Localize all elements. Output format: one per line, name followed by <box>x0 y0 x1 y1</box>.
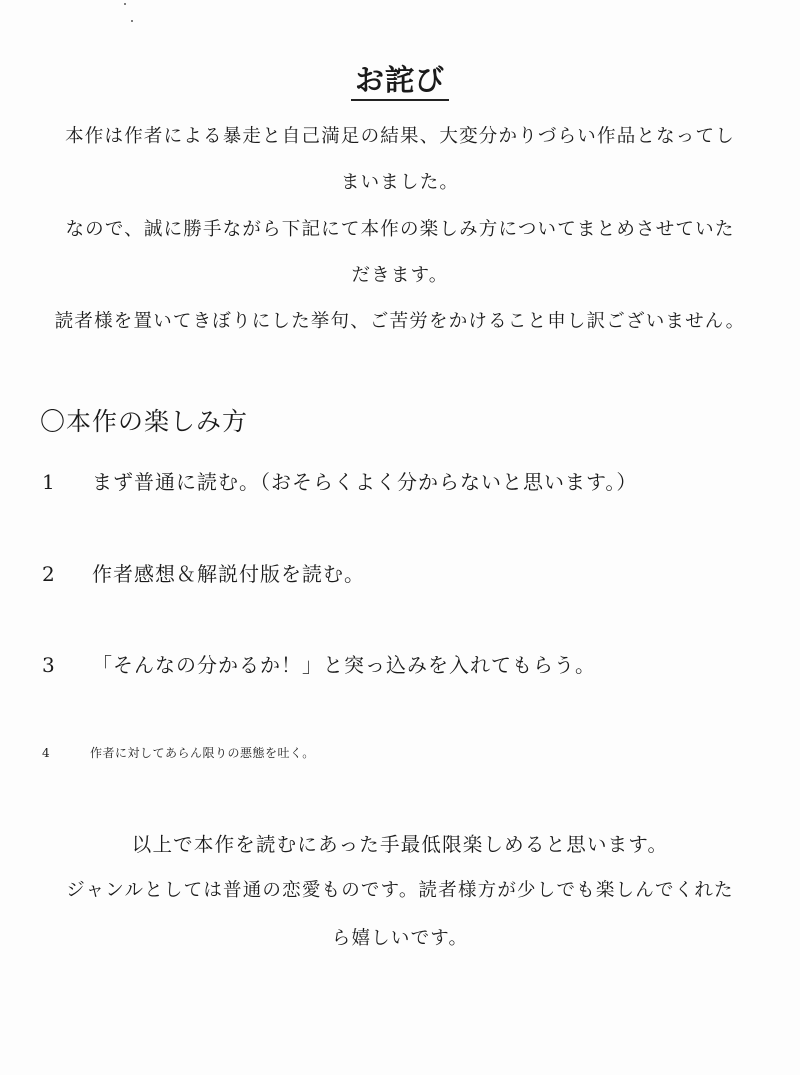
list-item-number: 4 <box>42 746 51 760</box>
intro-line: だきます。 <box>351 265 449 286</box>
section-heading: 〇本作の楽しみ方 <box>40 407 249 436</box>
page-title <box>0 58 800 99</box>
list-item <box>42 558 365 587</box>
intro-line: 読者様を置いてきぼりにした挙句、ご苦労をかけること申し訳ございません。 <box>54 311 746 332</box>
page-title-text: お詫び <box>351 63 449 101</box>
list-item-number: 3 <box>42 653 56 677</box>
list-item-text: 作者感想＆解説付版を読む。 <box>92 562 365 586</box>
intro-line: 本作は作者による暴走と自己満足の結果、大変分かりづらい作品となってし <box>65 126 735 147</box>
list-item-number: 2 <box>42 562 56 586</box>
scan-speck <box>124 3 126 5</box>
list-item <box>42 649 596 678</box>
intro-line: まいました。 <box>340 172 460 193</box>
list-item-number: 1 <box>42 470 56 494</box>
list-item-text: 作者に対してあらん限りの悪態を吐く。 <box>90 746 315 760</box>
closing-line: ジャンルとしては普通の恋愛ものです。読者様方が少しでも楽しんでくれた <box>66 880 734 901</box>
list-item <box>42 744 315 761</box>
closing-line: ら嬉しいです。 <box>331 928 469 949</box>
list-item <box>42 466 637 495</box>
scan-speck <box>131 20 133 22</box>
intro-line: なので、誠に勝手ながら下記にて本作の楽しみ方についてまとめさせていた <box>65 219 735 240</box>
list-item-text: まず普通に読む。（おそらくよく分からないと思います。） <box>92 470 638 494</box>
list-item-text: 「そんなの分かるか！」と突っ込みを入れてもらう。 <box>92 653 596 677</box>
closing-line: 以上で本作を読むにあった手最低限楽しめると思います。 <box>131 833 669 856</box>
